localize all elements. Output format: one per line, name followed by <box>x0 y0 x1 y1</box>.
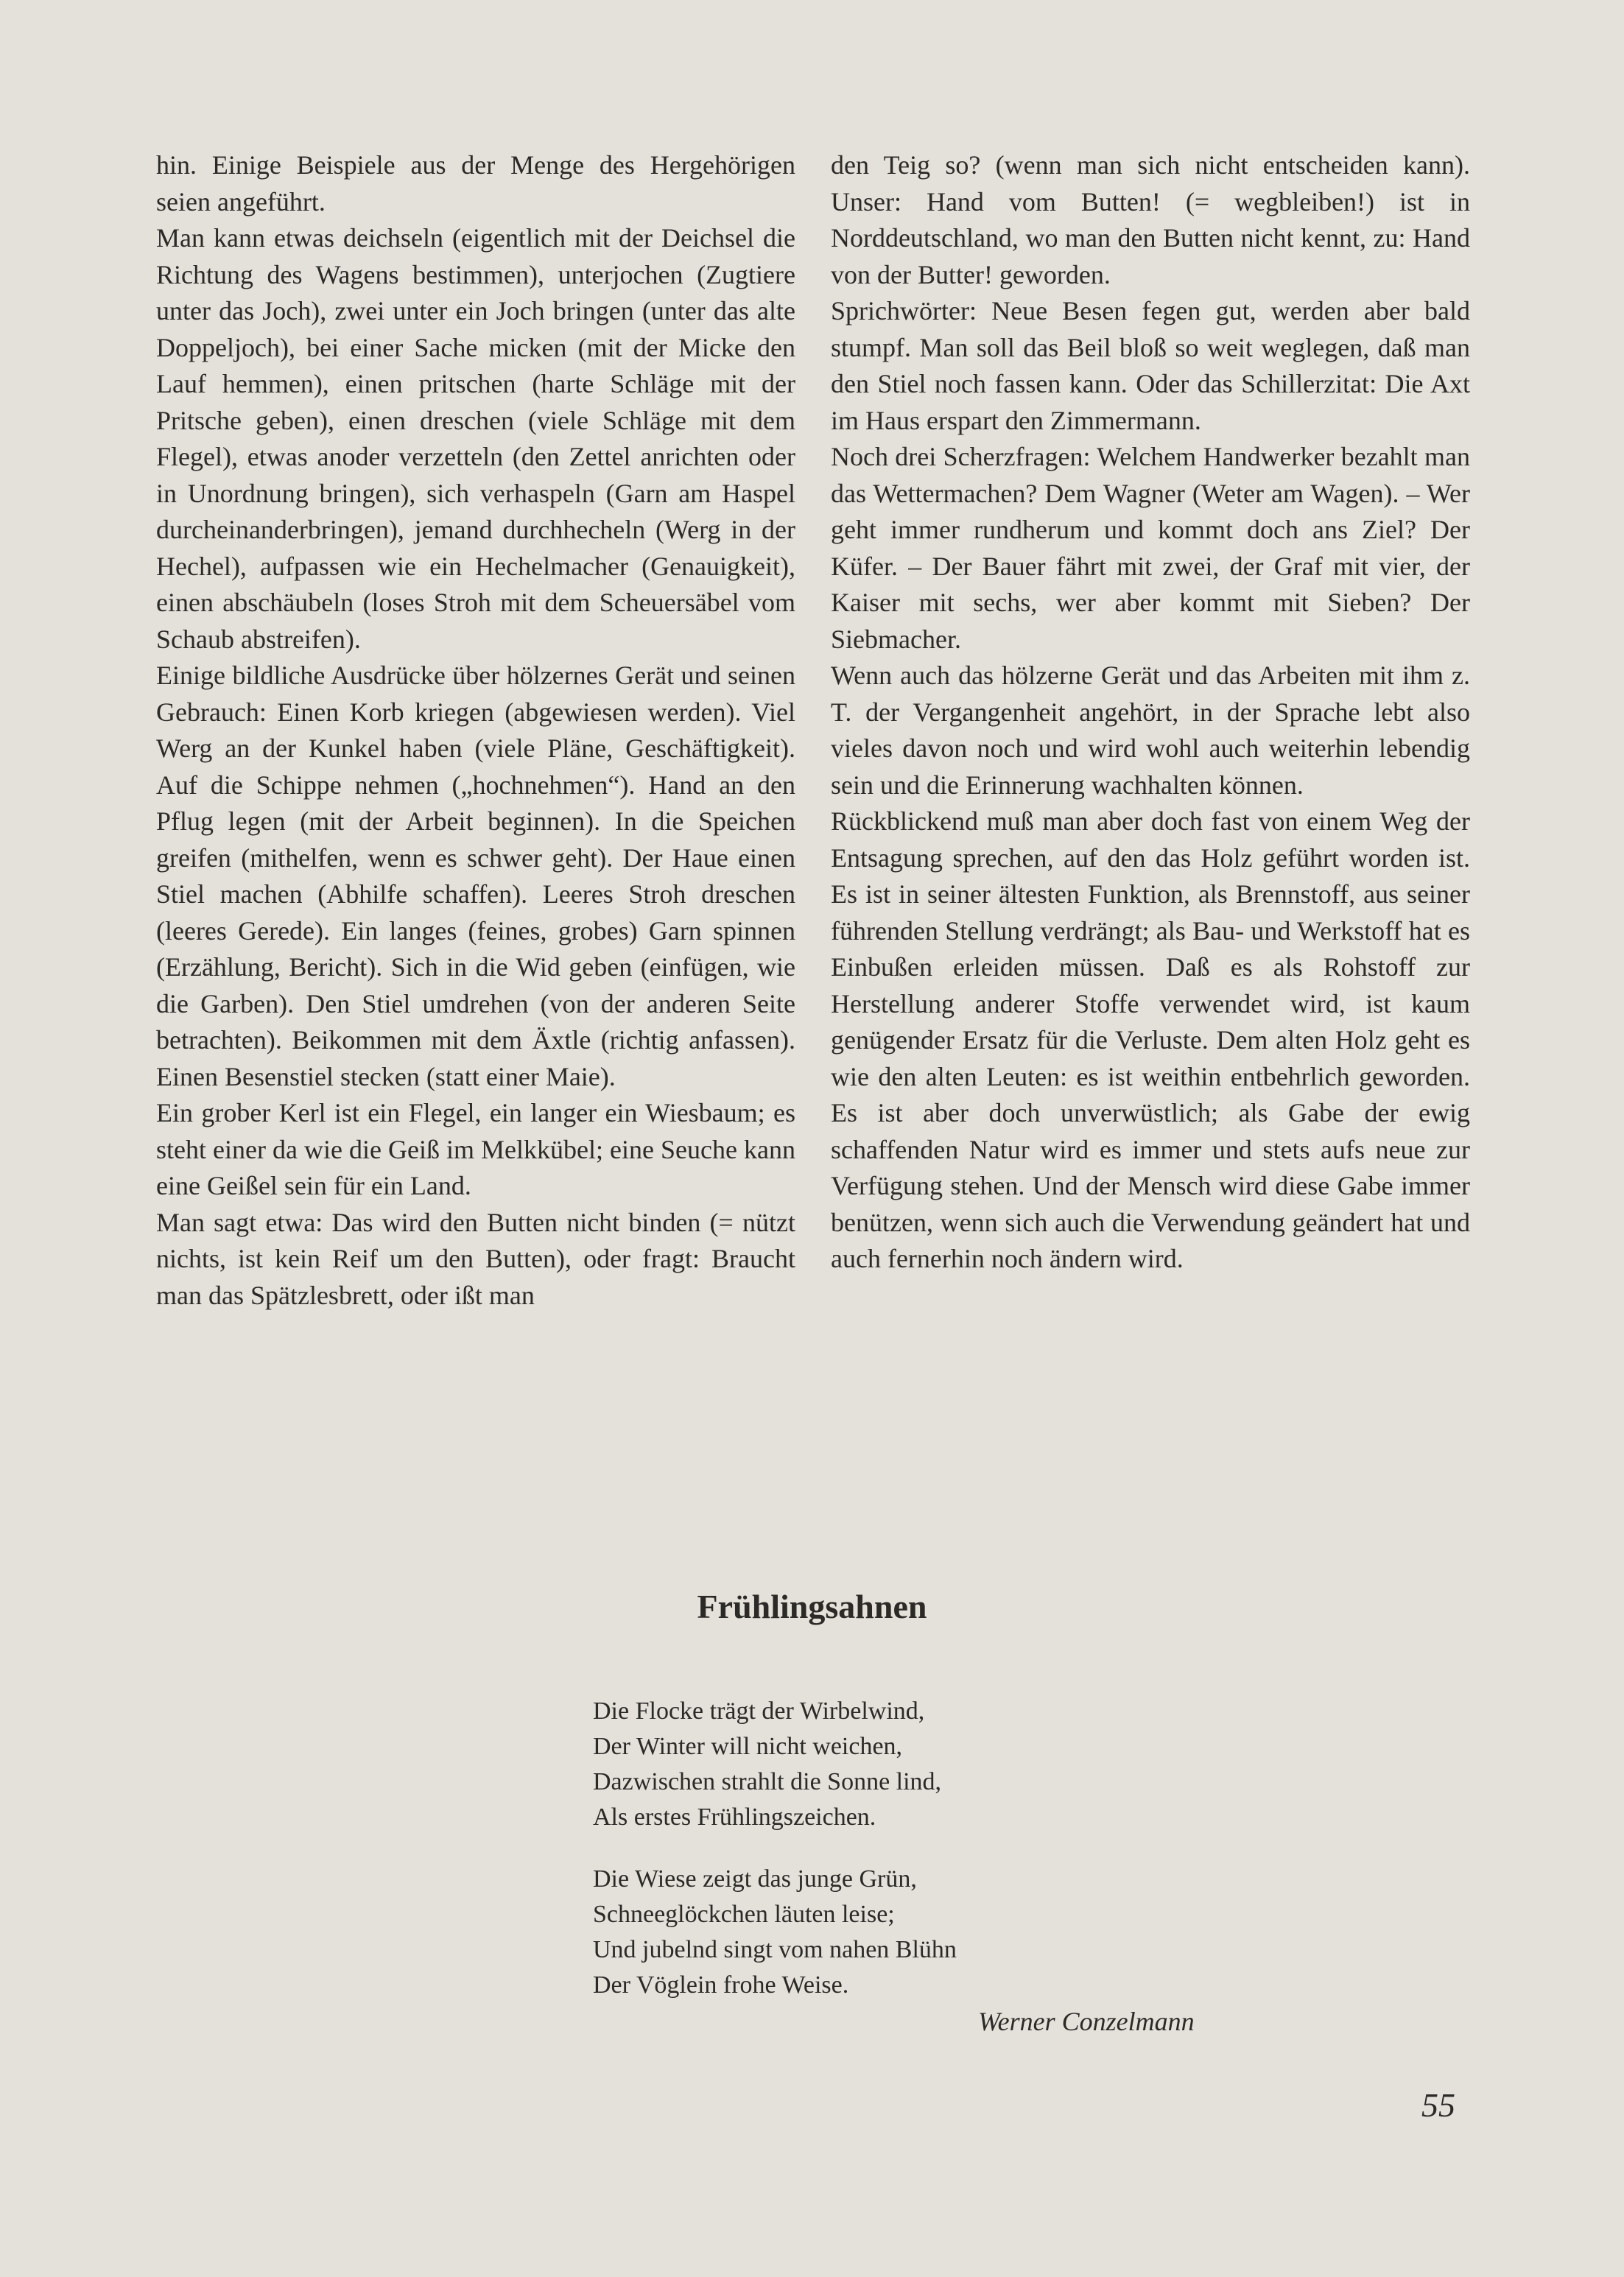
page-number: 55 <box>1421 2086 1455 2124</box>
left-text-column <box>156 147 795 1314</box>
poem-stanza <box>593 1694 1256 1835</box>
poem-line: Die Flocke trägt der Wirbelwind, <box>593 1697 925 1725</box>
paragraph: Rückblickend muß man aber doch fast von einem Weg der Entsagung sprechen, auf den das Holz geführt worden ist. Es ist in seiner ältesten Funktion, als Brennstoff, aus seiner führenden Stellung verdrängt; als Bau- und Werkstoff hat es Einbußen erleiden müssen. Daß es als Rohstoff zur Herstellung anderer Stoffe verwendet wird, ist kaum genügender Ersatz für die Verluste. Dem alten Holz geht es wie den alten Leuten: es ist weithin entbehrlich geworden. Es ist aber doch unverwüstlich; als Gabe der ewig schaffenden Natur wird es immer und stets aufs neue zur Verfügung stehen. Und der Mensch wird diese Gabe immer benützen, wenn sich auch die Verwendung geändert hat und auch fernerhin noch ändern wird. <box>831 806 1470 1273</box>
poem-stanza <box>593 1862 1256 2003</box>
paragraph: den Teig so? (wenn man sich nicht entscheiden kann). Unser: Hand vom Butten! (= wegbleiben!) ist in Norddeutschland, wo man den Butten nicht kennt, zu: Hand von der Butter! geworden. <box>831 150 1470 289</box>
poem-line: Dazwischen strahlt die Sonne lind, <box>593 1768 942 1795</box>
paragraph: Sprichwörter: Neue Besen fegen gut, werden aber bald stumpf. Man soll das Beil bloß so weit weglegen, daß man den Stiel noch fassen kann. Oder das Schillerzitat: Die Axt im Haus erspart den Zimmermann. <box>831 296 1470 435</box>
paragraph: Man kann etwas deichseln (eigentlich mit der Deichsel die Richtung des Wagens bestimmen), unterjochen (Zugtiere unter das Joch), zwei unter ein Joch bringen (unter das alte Doppeljoch), bei einer Sache micken (mit der Micke den Lauf hemmen), einen pritschen (harte Schläge mit der Pritsche geben), einen dreschen (viele Schläge mit dem Flegel), etwas anoder verzetteln (den Zettel anrichten oder in Unordnung bringen), sich verhaspeln (Garn am Haspel durcheinanderbringen), jemand durchhecheln (Werg in der Hechel), aufpassen wie ein Hechelmacher (Genauigkeit), einen abschäubeln (loses Stroh mit dem Scheuersäbel vom Schaub abstreifen). <box>156 223 795 654</box>
paragraph: Wenn auch das hölzerne Gerät und das Arbeiten mit ihm z. T. der Vergangenheit angehört, in der Sprache lebt also vieles davon noch und wird wohl auch weiterhin lebendig sein und die Erinnerung wachhalten können. <box>831 661 1470 800</box>
poem-line: Schneeglöckchen läuten leise; <box>593 1901 895 1928</box>
paragraph: hin. Einige Beispiele aus der Menge des Hergehörigen seien angeführt. <box>156 150 795 217</box>
paragraph: Ein grober Kerl ist ein Flegel, ein langer ein Wiesbaum; es steht einer da wie die Geiß im Melkkübel; eine Seuche kann eine Geißel sein für ein Land. <box>156 1098 795 1200</box>
poem-title: Frühlingsahnen <box>697 1588 927 1625</box>
right-text-column <box>831 147 1470 1278</box>
poem-line: Die Wiese zeigt das junge Grün, <box>593 1865 917 1893</box>
paragraph: Man sagt etwa: Das wird den Butten nicht binden (= nützt nichts, ist kein Reif um den Butten), oder fragt: Braucht man das Spätzlesbrett, oder ißt man <box>156 1207 795 1310</box>
paragraph: Einige bildliche Ausdrücke über hölzernes Gerät und seinen Gebrauch: Einen Korb kriegen (abgewiesen werden). Viel Werg an der Kunkel haben (viele Pläne, Geschäftigkeit). Auf die Schippe nehmen („hochnehmen“). Hand an den Pflug legen (mit der Arbeit beginnen). In die Speichen greifen (mithelfen, wenn es schwer geht). Der Haue einen Stiel machen (Abhilfe schaffen). Leeres Stroh dreschen (leeres Gerede). Ein langes (feines, grobes) Garn spinnen (Erzählung, Bericht). Sich in die Wid geben (einfügen, wie die Garben). Den Stiel umdrehen (von der anderen Seite betrachten). Beikommen mit dem Äxtle (richtig anfassen). Einen Besenstiel stecken (statt einer Maie). <box>156 661 795 1091</box>
poem-line: Und jubelnd singt vom nahen Blühn <box>593 1936 957 1963</box>
paragraph: Noch drei Scherzfragen: Welchem Handwerker bezahlt man das Wettermachen? Dem Wagner (Weter am Wagen). – Wer geht immer rundherum und kommt doch ans Ziel? Der Küfer. – Der Bauer fährt mit zwei, der Graf mit vier, der Kaiser mit sechs, wer aber kommt mit Sieben? Der Siebmacher. <box>831 442 1470 654</box>
poem-line: Der Vöglein frohe Weise. <box>593 1971 849 1999</box>
poem-line: Als erstes Frühlingszeichen. <box>593 1803 876 1831</box>
poem-line: Der Winter will nicht weichen, <box>593 1733 903 1760</box>
poem-author: Werner Conzelmann <box>978 2007 1195 2036</box>
